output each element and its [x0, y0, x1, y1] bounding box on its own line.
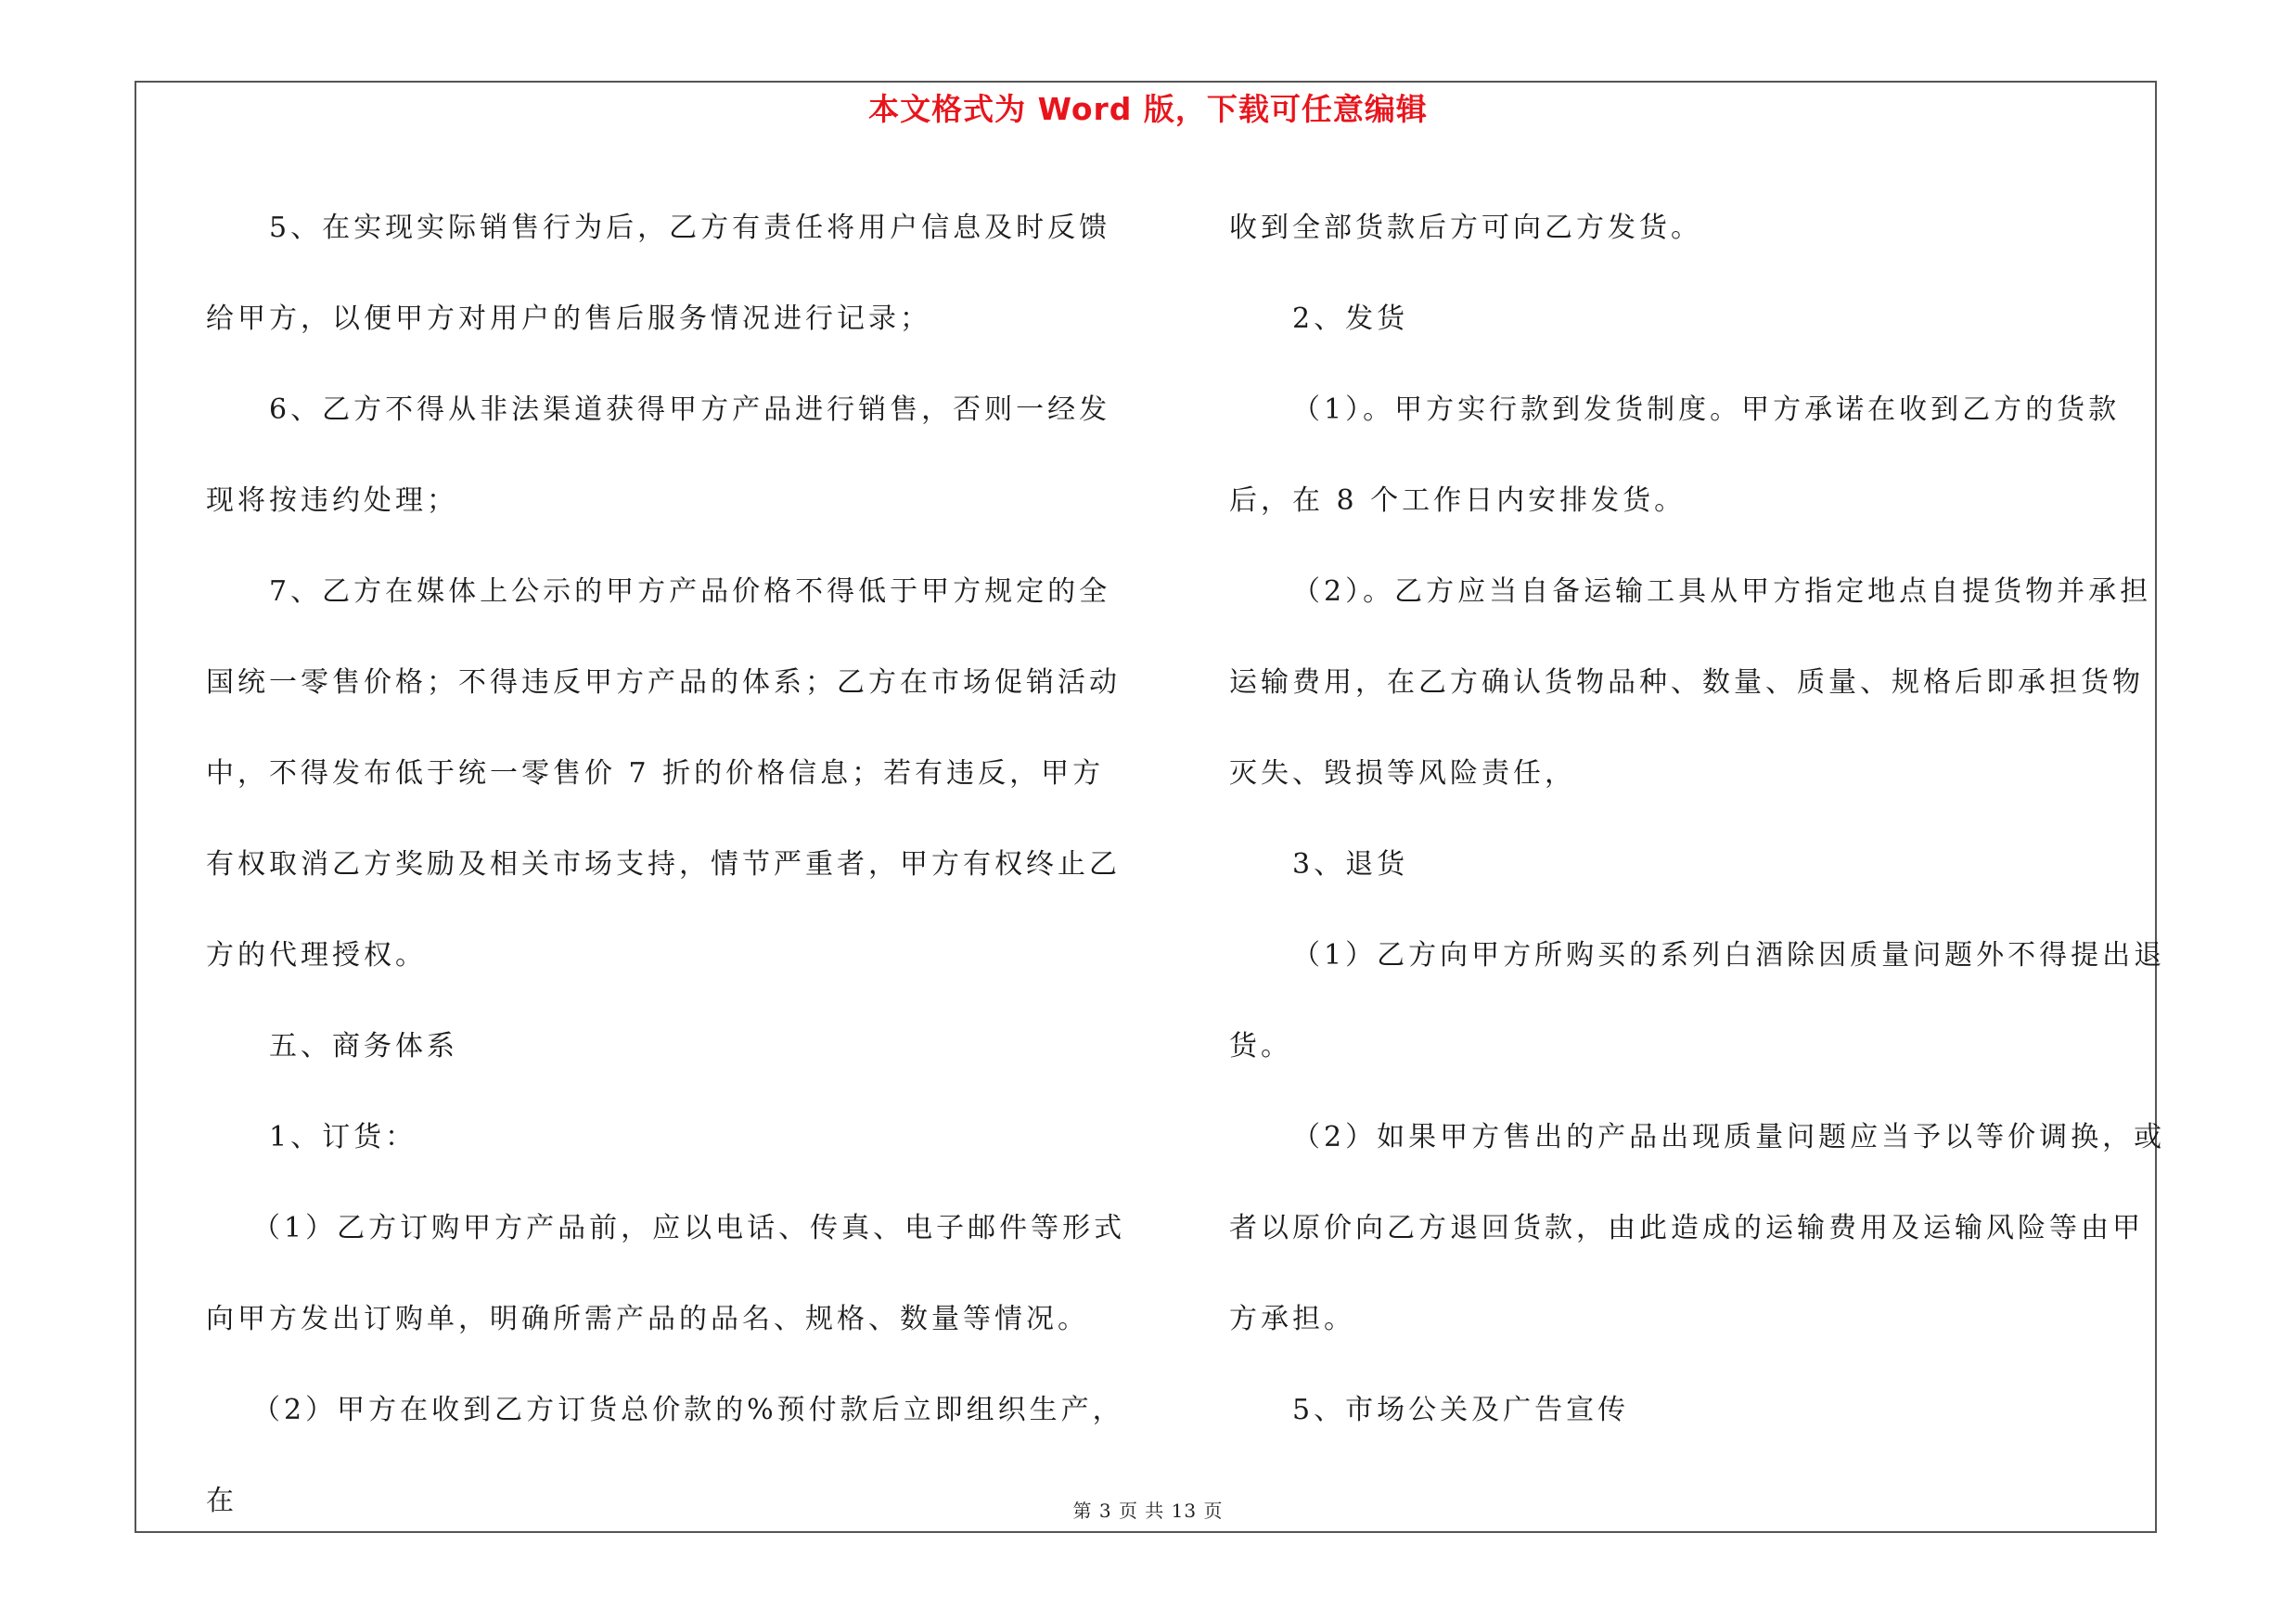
paragraph: 收到全部货款后方可向乙方发货。: [1229, 212, 1702, 244]
document-banner: 本文格式为 Word 版，下载可任意编辑: [868, 91, 1428, 127]
paragraph: （2）。乙方应当自备运输工具从甲方指定地点自提货物并承担运输费用，在乙方确认货物品种、数量、质量、规格后即承担货物灭失、毁损等风险责任，: [1229, 575, 2152, 790]
paragraph: （1）。甲方实行款到发货制度。甲方承诺在收到乙方的货款后，在 8 个工作日内安排发货。: [1229, 393, 2121, 517]
paragraph: 5、市场公关及广告宣传: [1292, 1394, 1630, 1426]
right-column: [1229, 183, 2166, 1456]
paragraph: （1）乙方向甲方所购买的系列白酒除因质量问题外不得提出退货。: [1229, 939, 2166, 1063]
paragraph: 五、商务体系: [269, 1030, 458, 1063]
paragraph: 6、乙方不得从非法渠道获得甲方产品进行销售，否则一经发现将按违约处理；: [206, 393, 1111, 517]
paragraph: （1）乙方订购甲方产品前，应以电话、传真、电子邮件等形式向甲方发出订购单，明确所需产品的品名、规格、数量等情况。: [206, 1212, 1126, 1335]
left-column: [206, 183, 1134, 1547]
paragraph: 5、在实现实际销售行为后，乙方有责任将用户信息及时反馈给甲方，以便甲方对用户的售后服务情况进行记录；: [206, 212, 1111, 335]
paragraph: 7、乙方在媒体上公示的甲方产品价格不得低于甲方规定的全国统一零售价格；不得违反甲方产品的体系；乙方在市场促销活动中，不得发布低于统一零售价 7 折的价格信息；若有违反，甲方有权取消乙方奖励及相关市场支持，情节严重者，甲方有权终止乙方的代理授权。: [206, 575, 1121, 972]
paragraph: 1、订货：: [269, 1121, 417, 1153]
paragraph: （2）甲方在收到乙方订货总价款的%预付款后立即组织生产，在: [206, 1394, 1124, 1517]
paragraph: 3、退货: [1292, 848, 1409, 881]
paragraph: （2）如果甲方售出的产品出现质量问题应当予以等价调换，或者以原价向乙方退回货款，由此造成的运输费用及运输风险等由甲方承担。: [1229, 1121, 2166, 1335]
paragraph: 2、发货: [1292, 303, 1409, 335]
page-number-footer: 第 3 页 共 13 页: [1072, 1500, 1224, 1522]
